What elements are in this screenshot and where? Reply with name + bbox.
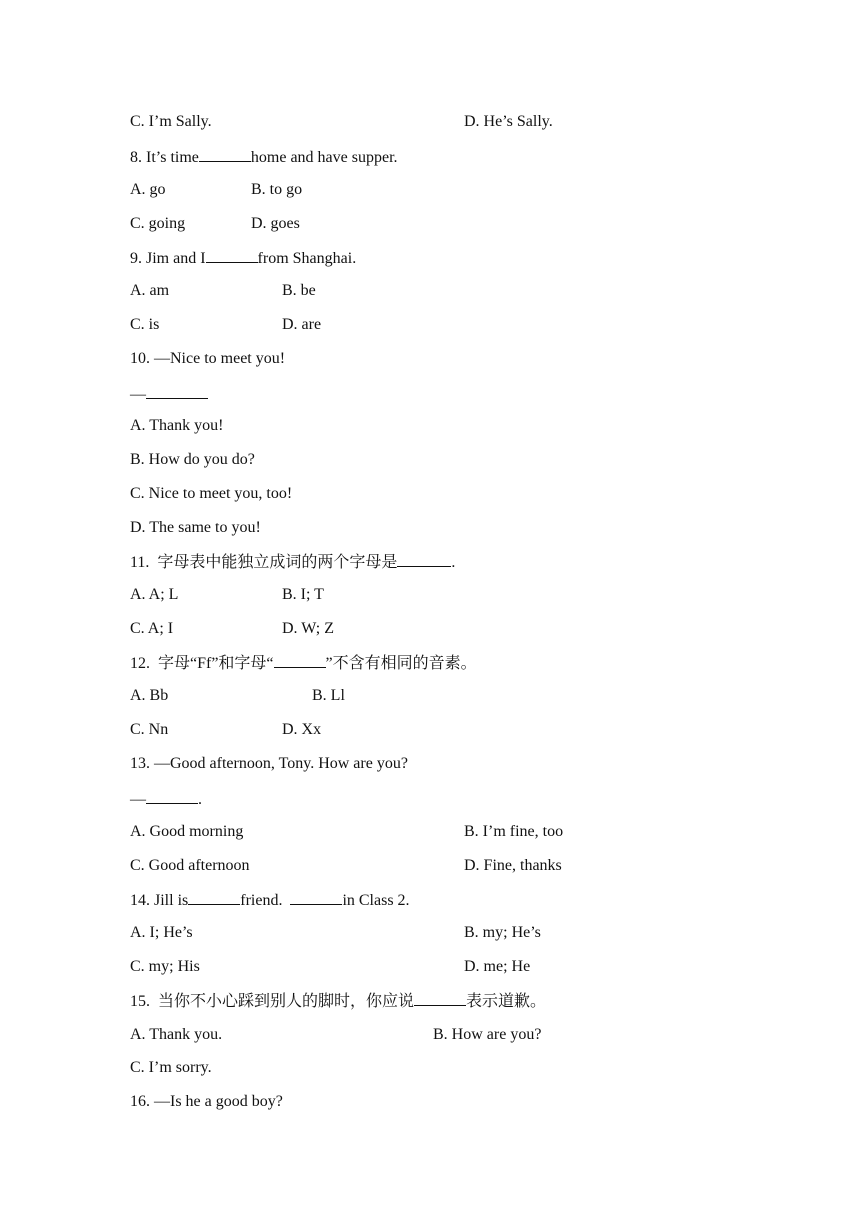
option-a: A. Bb <box>130 687 169 704</box>
option-b: B. my; He’s <box>464 924 541 941</box>
option-b: B. How are you? <box>433 1026 542 1043</box>
option-d: D. me; He <box>464 958 531 975</box>
option-d: D. Fine, thanks <box>464 857 562 874</box>
option-b: B. I’m fine, too <box>464 823 564 840</box>
option-c: C. I’m Sally. <box>130 113 212 130</box>
option-a: A. Thank you. <box>130 1026 223 1043</box>
answer-blank <box>188 889 240 905</box>
option-c: C. Good afternoon <box>130 857 250 874</box>
option-c: C. I’m sorry. <box>130 1059 212 1076</box>
option-b: B. to go <box>251 181 303 198</box>
option-d: D. Xx <box>282 721 322 738</box>
question-9: 9. Jim and I from Shanghai. <box>130 247 356 269</box>
option-c: C. Nn <box>130 721 169 738</box>
option-a: A. go <box>130 181 166 198</box>
option-a: A. Thank you! <box>130 417 224 434</box>
question-14: 14. Jill is friend. in Class 2. <box>130 889 410 911</box>
option-d: D. are <box>282 316 322 333</box>
option-c: C. going <box>130 215 186 232</box>
option-a: A. am <box>130 282 170 299</box>
answer-blank <box>290 889 342 905</box>
option-d: D. W; Z <box>282 620 334 637</box>
question-13: 13. —Good afternoon, Tony. How are you? <box>130 755 408 772</box>
answer-blank <box>397 551 451 567</box>
response-line: — <box>130 383 208 405</box>
option-a: A. I; He’s <box>130 924 193 941</box>
question-16: 16. —Is he a good boy? <box>130 1093 283 1110</box>
option-c: C. Nice to meet you, too! <box>130 485 293 502</box>
question-10: 10. —Nice to meet you! <box>130 350 286 367</box>
option-d: D. The same to you! <box>130 519 261 536</box>
option-c: C. A; I <box>130 620 174 637</box>
option-d: D. goes <box>251 215 300 232</box>
option-d: D. He’s Sally. <box>464 113 553 130</box>
option-b: B. Ll <box>312 687 345 704</box>
question-12: 12. 字母“Ff”和字母“ ”不含有相同的音素。 <box>130 652 477 674</box>
option-b: B. How do you do? <box>130 451 255 468</box>
answer-blank <box>274 652 326 668</box>
response-line: — . <box>130 788 202 810</box>
option-a: A. A; L <box>130 586 179 603</box>
answer-blank <box>414 990 466 1006</box>
option-c: C. my; His <box>130 958 200 975</box>
question-11: 11. 字母表中能独立成词的两个字母是 . <box>130 551 455 573</box>
option-c: C. is <box>130 316 160 333</box>
question-8: 8. It’s time home and have supper. <box>130 146 398 168</box>
answer-blank <box>146 383 208 399</box>
question-15: 15. 当你不小心踩到别人的脚时，你应说 表示道歉。 <box>130 990 546 1012</box>
answer-blank <box>146 788 198 804</box>
answer-blank <box>199 146 251 162</box>
option-b: B. I; T <box>282 586 324 603</box>
option-a: A. Good morning <box>130 823 244 840</box>
option-b: B. be <box>282 282 316 299</box>
answer-blank <box>206 247 258 263</box>
